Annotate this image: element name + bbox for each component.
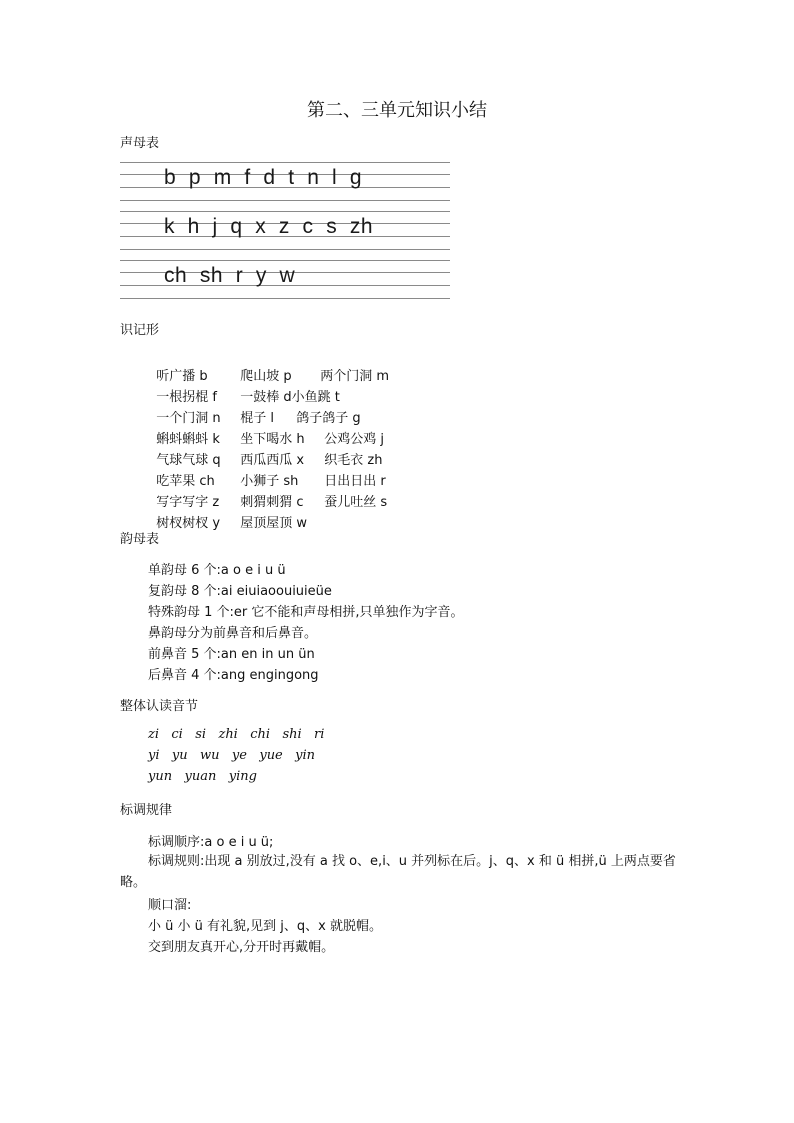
jixing-cell: 听广播 b: [156, 369, 208, 384]
tone-rule: 标调规则:出现 a 别放过,没有 a 找 o、e,i、u 并列标在后。j、q、x 和 ü 相拼,ü 上两点要省略。: [120, 854, 676, 890]
pinyin-writing-row: [120, 211, 450, 251]
zhengti-line: yun yuan ying: [148, 769, 257, 784]
jixing-cell: 西瓜西瓜 x: [240, 453, 305, 468]
section-heading-biaodiao: 标调规律: [120, 803, 173, 818]
yunmu-line: 鼻韵母分为前鼻音和后鼻音。: [148, 626, 318, 641]
ruled-line: [120, 260, 450, 261]
section-heading-zhengti: 整体认读音节: [120, 699, 199, 714]
rhyme-label: 顺口溜:: [148, 898, 192, 913]
rhyme-line: 小 ü 小 ü 有礼貌,见到 j、q、x 就脱帽。: [148, 919, 382, 934]
jixing-cell: 两个门洞 m: [320, 369, 390, 384]
pinyin-writing-row: [120, 162, 450, 202]
jixing-cell: 一鼓棒 d小鱼跳 t: [240, 390, 340, 405]
rhyme-line: 交到朋友真开心,分开时再戴帽。: [148, 940, 335, 955]
ruled-line: [120, 249, 450, 250]
section-heading-yunmu: 韵母表: [120, 532, 160, 547]
jixing-cell: 日出日出 r: [324, 474, 386, 489]
jixing-cell: 刺猬刺猬 c: [240, 495, 304, 510]
jixing-cell: 一个门洞 n: [156, 411, 221, 426]
pinyin-writing-row: [120, 260, 450, 300]
jixing-cell: 织毛衣 zh: [324, 453, 383, 468]
ruled-line: [120, 162, 450, 163]
jixing-cell: 屋顶屋顶 w: [240, 516, 308, 531]
shengmu-row-3: ch sh r y w: [164, 264, 296, 287]
shengmu-row-2: k h j q x z c s zh: [164, 215, 374, 238]
yunmu-line: 特殊韵母 1 个:er 它不能和声母相拼,只单独作为字音。: [148, 605, 464, 620]
jixing-cell: 一根拐棍 f: [156, 390, 217, 405]
shengmu-row-1: b p m f d t n l g: [164, 166, 363, 189]
jixing-cell: 吃苹果 ch: [156, 474, 215, 489]
yunmu-line: 复韵母 8 个:ai eiuiaoouiuieüe: [148, 584, 332, 599]
ruled-line: [120, 211, 450, 212]
section-heading-jixing: 识记形: [120, 323, 160, 338]
jixing-cell: 鸽子鸽子 g: [296, 411, 361, 426]
jixing-cell: 蝌蚪蝌蚪 k: [156, 432, 220, 447]
yunmu-line: 后鼻音 4 个:ang engingong: [148, 668, 319, 683]
jixing-cell: 气球气球 q: [156, 453, 221, 468]
jixing-cell: 棍子 l: [240, 411, 275, 426]
jixing-cell: 坐下喝水 h: [240, 432, 305, 447]
jixing-row: [148, 497, 307, 531]
tone-order: 标调顺序:a o e i u ü;: [148, 835, 274, 850]
jixing-cell: 爬山坡 p: [240, 369, 292, 384]
jixing-cell: 写字写字 z: [156, 495, 220, 510]
jixing-cell: 蚕儿吐丝 s: [324, 495, 388, 510]
ruled-line: [120, 298, 450, 299]
jixing-cell: 小狮子 sh: [240, 474, 299, 489]
section-heading-shengmu: 声母表: [120, 136, 160, 151]
ruled-line: [120, 200, 450, 201]
page-title: 第二、三单元知识小结: [307, 100, 487, 121]
yunmu-line: 前鼻音 5 个:an en in un ün: [148, 647, 315, 662]
yunmu-line: 单韵母 6 个:a o e i u ü: [148, 563, 286, 578]
jixing-cell: 公鸡公鸡 j: [324, 432, 385, 447]
zhengti-line: yi yu wu ye yue yin: [148, 748, 316, 763]
zhengti-line: zi ci si zhi chi shi ri: [148, 727, 325, 742]
jixing-cell: 树杈树杈 y: [156, 516, 221, 531]
